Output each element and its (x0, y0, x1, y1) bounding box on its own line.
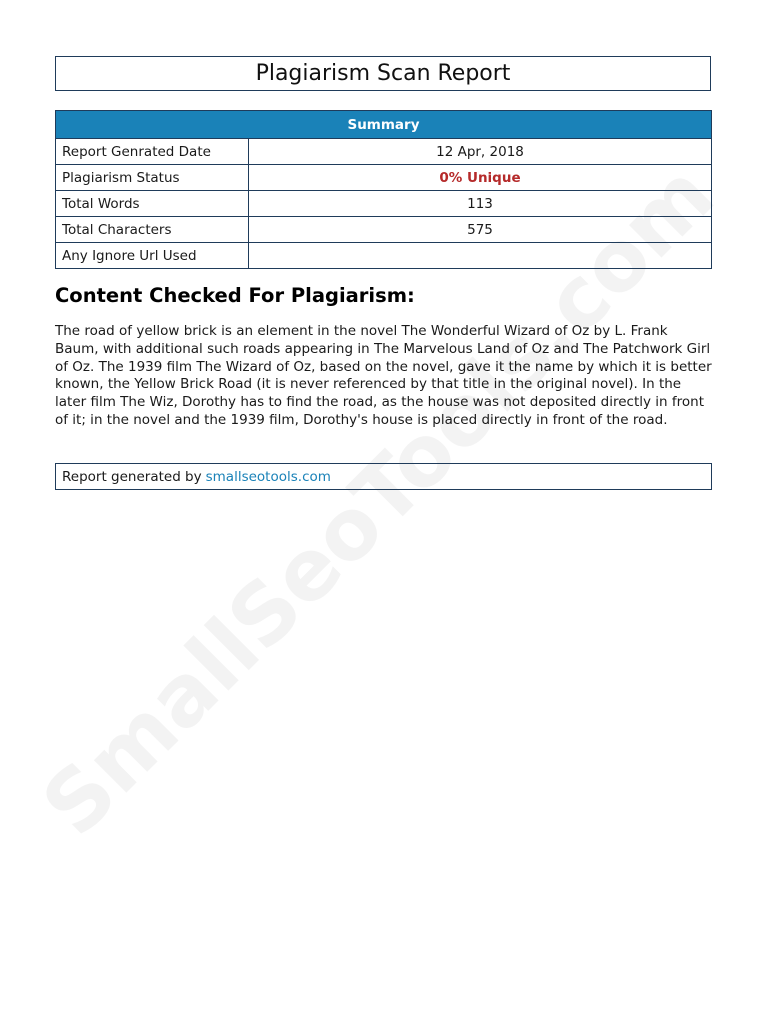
table-row (56, 217, 712, 243)
report-title: Plagiarism Scan Report (55, 56, 711, 91)
summary-header-row (56, 111, 712, 139)
row-label-status: Plagiarism Status (56, 165, 249, 191)
summary-table (55, 110, 712, 269)
row-value-characters: 575 (249, 217, 712, 243)
report-footer (55, 463, 712, 490)
row-value-status: 0% Unique (249, 165, 712, 191)
row-label-ignore-url: Any Ignore Url Used (56, 243, 249, 269)
row-label-date: Report Genrated Date (56, 139, 249, 165)
footer-prefix: Report generated by (62, 468, 202, 485)
table-row (56, 139, 712, 165)
table-row (56, 243, 712, 269)
row-label-words: Total Words (56, 191, 249, 217)
table-row (56, 191, 712, 217)
smallseotools-link[interactable]: smallseotools.com (205, 468, 331, 485)
table-row (56, 165, 712, 191)
content-heading: Content Checked For Plagiarism: (55, 284, 415, 307)
row-label-characters: Total Characters (56, 217, 249, 243)
content-text: The road of yellow brick is an element in the novel The Wonderful Wizard of Oz by L. Frank Baum, with additional such roads appearing in The Marvelous Land of Oz and The Patchwork Girl of Oz. The 1939 film The Wizard of Oz, based on the novel, gave it the name by which it is better known, the Yellow Brick Road (it is never referenced by that title in the original novel). In the later film The Wiz, Dorothy has to find the road, as the house was not deposited directly in front of it; in the novel and the 1939 film, Dorothy's house is placed directly in front of the road. (55, 323, 712, 428)
row-value-words: 113 (249, 191, 712, 217)
summary-header: Summary (56, 111, 712, 139)
row-value-ignore-url (249, 243, 712, 269)
row-value-date: 12 Apr, 2018 (249, 139, 712, 165)
